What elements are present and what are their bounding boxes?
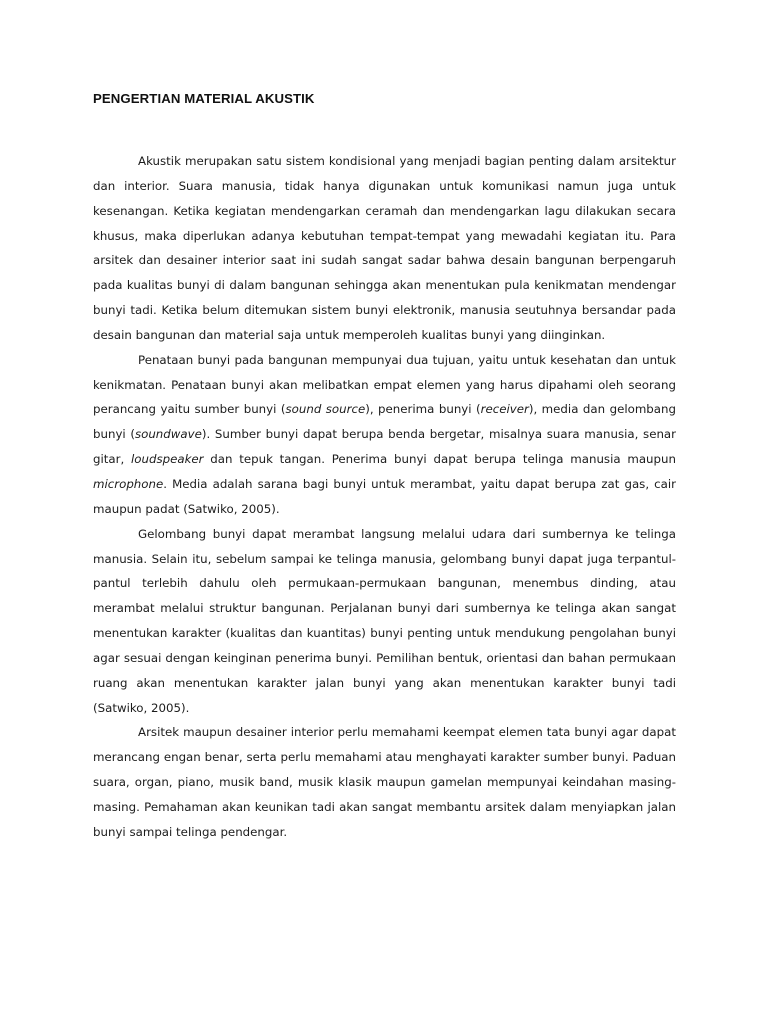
paragraph-text: Penataan bunyi pada bangunan mempunyai dua tujuan, yaitu untuk kesehatan dan untuk kenikmatan. Penataan bunyi akan melibatkan empat elemen yang harus dipahami oleh seorang perancang yaitu sumber bunyi ( bbox=[93, 352, 676, 417]
paragraph-gelombang-bunyi bbox=[93, 522, 676, 721]
paragraph-text: dan tepuk tangan. Penerima bunyi dapat berupa telinga manusia maupun bbox=[203, 452, 676, 467]
italic-term-microphone: microphone bbox=[93, 476, 164, 491]
italic-term-receiver: receiver bbox=[480, 402, 529, 417]
paragraph-text: ), penerima bunyi ( bbox=[365, 402, 481, 417]
paragraph-penataan-bunyi bbox=[93, 348, 676, 522]
italic-term-sound-source: sound source bbox=[285, 402, 366, 417]
italic-term-loudspeaker: loudspeaker bbox=[130, 452, 204, 467]
paragraph-akustik-intro bbox=[93, 149, 676, 348]
paragraph-text: Arsitek maupun desainer interior perlu memahami keempat elemen tata bunyi agar dapat merancang engan benar, serta perlu memahami atau menghayati karakter sumber bunyi. Paduan suara, organ, piano, musik band, musik klasik maupun gamelan mempunyai keindahan masing-masing. Pemahaman akan keunikan tadi akan sangat membantu arsitek dalam menyiapkan jalan bunyi sampai telinga pendengar. bbox=[93, 725, 676, 839]
paragraph-text: Gelombang bunyi dapat merambat langsung melalui udara dari sumbernya ke telinga manusia. Selain itu, sebelum sampai ke telinga manusia, gelombang bunyi dapat juga terpantul-pantul terlebih dahulu oleh permukaan-permukaan bangunan, menembus dinding, atau merambat melalui struktur bangunan. Perjalanan bunyi dari sumbernya ke telinga akan sangat menentukan karakter (kualitas dan kuantitas) bunyi penting untuk mendukung pengolahan bunyi agar sesuai dengan keinginan penerima bunyi. Pemilihan bentuk, orientasi dan bahan permukaan ruang akan menentukan karakter jalan bunyi yang akan menentukan karakter bunyi tadi (Satwiko, 2005). bbox=[93, 526, 676, 715]
paragraph-text: ). Sumber bunyi dapat berupa benda bergetar, misalnya suara manusia, senar gitar, bbox=[93, 427, 677, 467]
paragraph-text: Akustik merupakan satu sistem kondisional yang menjadi bagian penting dalam arsitektur dan interior. Suara manusia, tidak hanya digunakan untuk komunikasi namun juga untuk kesenangan. Ketika kegiatan mendengarkan ceramah dan mendengarkan lagu dilakukan secara khusus, maka diperlukan adanya kebutuhan tempat-tempat yang mewadahi kegiatan itu. Para arsitek dan desainer interior saat ini sudah sangat sadar bahwa desain bangunan berpengaruh pada kualitas bunyi di dalam bangunan sehingga akan menentukan pula kenikmatan mendengar bunyi tadi. Ketika belum ditemukan sistem bunyi elektronik, manusia seutuhnya bersandar pada desain bangunan dan material saja untuk memperoleh kualitas bunyi yang diinginkan. bbox=[93, 154, 676, 342]
paragraph-text: ), media dan gelombang bunyi ( bbox=[93, 402, 676, 442]
paragraph-arsitek-desainer bbox=[93, 720, 676, 844]
document-title: PENGERTIAN MATERIAL AKUSTIK bbox=[93, 91, 315, 106]
document-body bbox=[93, 149, 676, 845]
paragraph-text: . Media adalah sarana bagi bunyi untuk merambat, yaitu dapat berupa zat gas, cair maupun padat (Satwiko, 2005). bbox=[93, 476, 676, 516]
italic-term-soundwave: soundwave bbox=[134, 427, 202, 442]
